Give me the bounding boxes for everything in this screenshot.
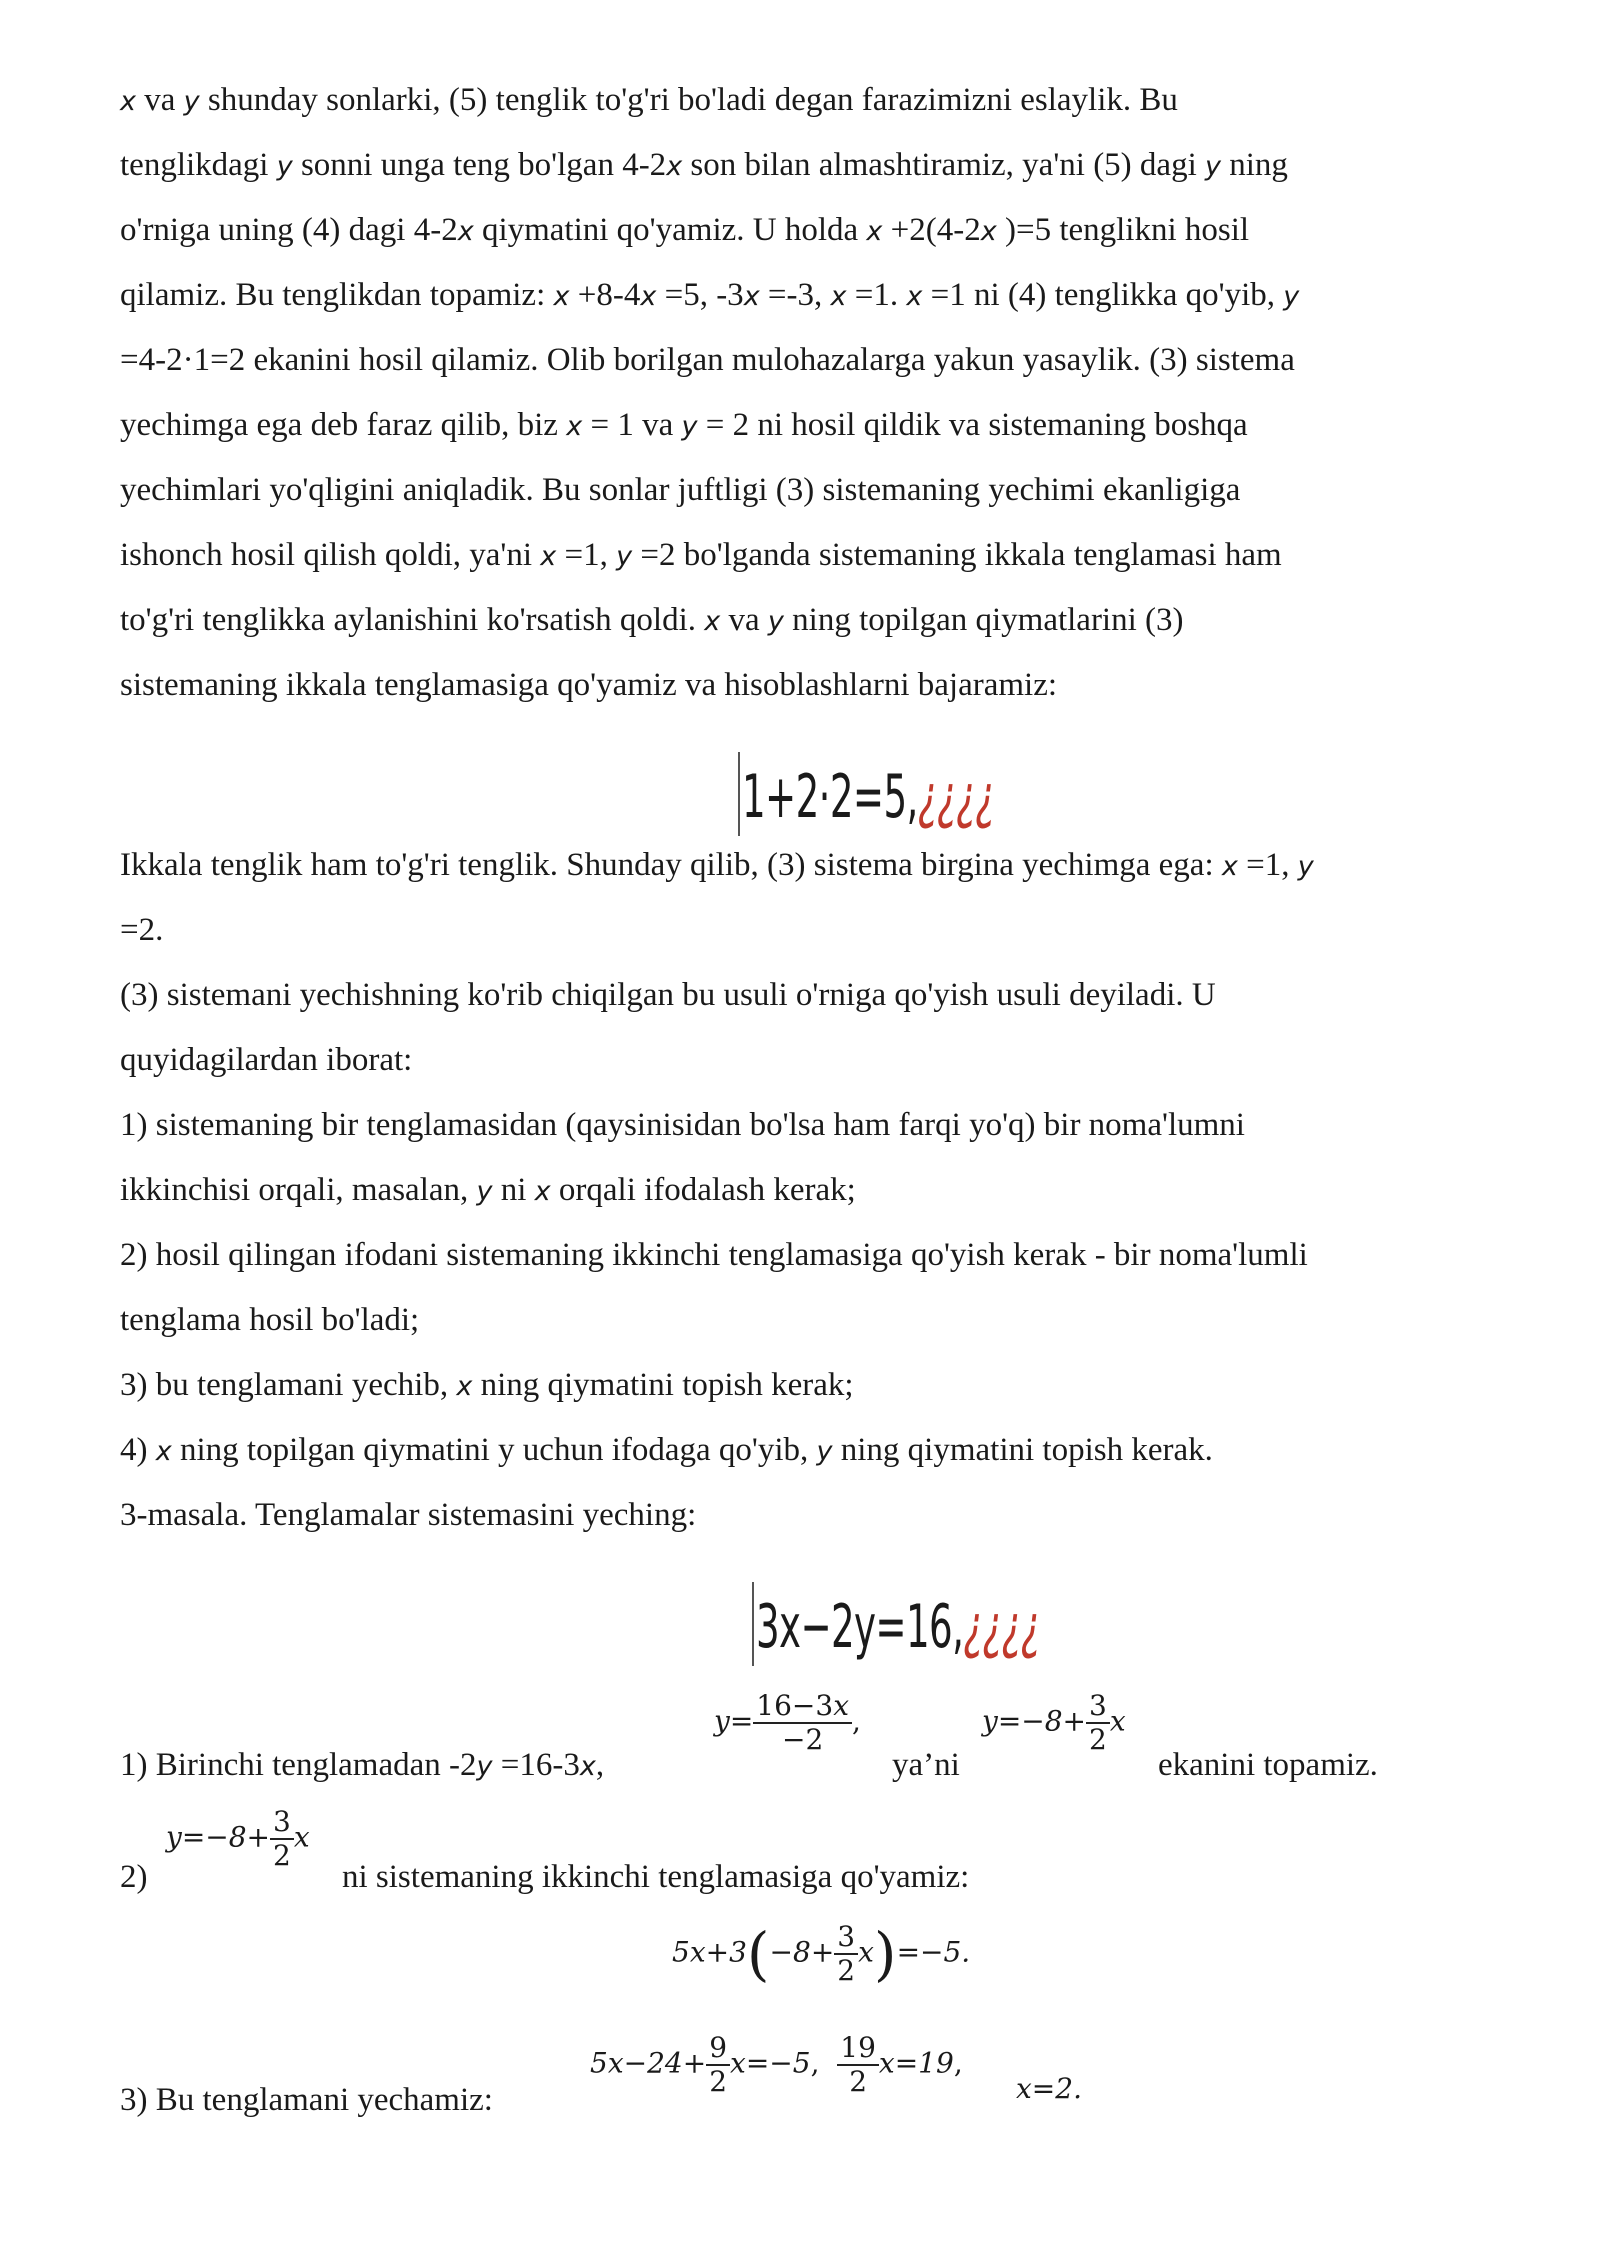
step-2-suffix: ni sistemaning ikkinchi tenglamasiga qo'yamiz: (342, 1859, 970, 1895)
step-3-prefix: 3) Bu tenglamani yechamiz: (120, 2082, 493, 2118)
text-line-l1: x va y shunday sonlarki, (5) tenglik to'g'ri bo'ladi degan farazimizni eslaylik. Bu (120, 82, 1178, 118)
brace-bar (752, 1582, 754, 1666)
formula-substitution: 5x+3(−8+ $\frac{3}{2}$ x)=−5. (672, 1920, 971, 1988)
step-1-comma: , (595, 1747, 605, 1783)
equation-placeholder-marks: ¿¿¿¿ (917, 762, 995, 832)
text-line-l20: 4) x ning topilgan qiymatini y uchun ifodaga qo'yib, y ning qiymatini topish kerak. (120, 1432, 1213, 1468)
step-2-prefix: 2) (120, 1859, 148, 1895)
text-line-l9: to'g'ri tenglikka aylanishini ko'rsatish qoldi. x va y ning topilgan qiymatlarini (3) (120, 602, 1184, 638)
text-line-l5: =4-2·1=2 ekanini hosil qilamiz. Olib borilgan mulohazalarga yakun yasaylik. (3) sistema (120, 342, 1295, 378)
step-1-suffix: ekanini topamiz. (1158, 1747, 1378, 1783)
formula-y-fraction: y= $\frac{16-3x}{-2}$ , (714, 1689, 861, 1756)
text-line-l16: ikkinchisi orqali, masalan, y ni x orqali ifodalash kerak; (120, 1172, 856, 1208)
step-1-prefix: 1) Birinchi tenglamadan -2 (120, 1747, 477, 1783)
formula-solve-chain: 5x−24+ $\frac{9}{2}$ x=−5, $\frac{19}{2}$ x=19, (590, 2031, 963, 2098)
text-line-l2: tenglikdagi y sonni unga teng bo'lgan 4-2x son bilan almashtiramiz, ya'ni (5) dagi y ning (120, 147, 1288, 183)
text-line-l18: tenglama hosil bo'ladi; (120, 1302, 420, 1338)
brace-bar (738, 752, 740, 836)
step-1-mid: =16-3 (492, 1747, 580, 1783)
equation-placeholder-marks: ¿¿¿¿ (963, 1592, 1040, 1662)
equation-text: 1+2·2=5, (742, 762, 918, 832)
text-line-l3: o'rniga uning (4) dagi 4-2x qiymatini qo'yamiz. U holda x +2(4-2x )=5 tenglikni hosil (120, 212, 1250, 248)
formula-x-result: x=2. (1016, 2072, 1082, 2105)
step-1-yani: ya’ni (892, 1747, 960, 1783)
text-line-l8: ishonch hosil qilish qoldi, ya'ni x =1, y =2 bo'lganda sistemaning ikkala tenglamasi ham (120, 537, 1282, 573)
system-equation-2 (756, 1592, 1040, 1662)
text-line-l4: qilamiz. Bu tenglikdan topamiz: x +8-4x =5, -3x =-3, x =1. x =1 ni (4) tenglikka qo'yib, y (120, 277, 1300, 313)
text-line-l13: (3) sistemani yechishning ko'rib chiqilgan bu usuli o'rniga qo'yish usuli deyiladi. U (120, 977, 1216, 1013)
formula-step-2-y: y=−8+ $\frac{3}{2}$ x (166, 1805, 310, 1872)
text-line-l14: quyidagilardan iborat: (120, 1042, 413, 1078)
formula-y-result: y=−8+ $\frac{3}{2}$ x (982, 1689, 1126, 1756)
text-line-l10: sistemaning ikkala tenglamasiga qo'yamiz va hisoblashlarni bajaramiz: (120, 667, 1058, 703)
text-line-l15: 1) sistemaning bir tenglamasidan (qaysinisidan bo'lsa ham farqi yo'q) bir noma'lumni (120, 1107, 1245, 1143)
system-equation-1 (742, 762, 994, 832)
text-line-l21: 3-masala. Tenglamalar sistemasini yeching: (120, 1497, 697, 1533)
equation-text: 3x−2y=16, (756, 1592, 964, 1662)
text-line-l6: yechimga ega deb faraz qilib, biz x = 1 va y = 2 ni hosil qildik va sistemaning boshqa (120, 407, 1248, 443)
text-line-l7: yechimlari yo'qligini aniqladik. Bu sonlar juftligi (3) sistemaning yechimi ekanligiga (120, 472, 1241, 508)
text-line-l12: =2. (120, 912, 164, 948)
text-line-l19: 3) bu tenglamani yechib, x ning qiymatini topish kerak; (120, 1367, 854, 1403)
text-line-l17: 2) hosil qilingan ifodani sistemaning ikkinchi tenglamasiga qo'yish kerak - bir noma'lumli (120, 1237, 1308, 1273)
step-1-text: 1) Birinchi tenglamadan -2y =16-3x, (120, 1747, 605, 1783)
text-line-l11: Ikkala tenglik ham to'g'ri tenglik. Shunday qilib, (3) sistema birgina yechimga ega: x =1, y (120, 847, 1314, 883)
